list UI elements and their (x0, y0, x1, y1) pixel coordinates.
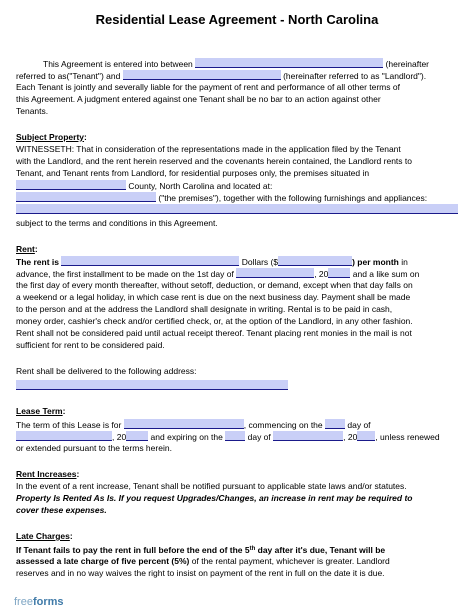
intro-text: This Agreement is entered into between (43, 59, 193, 69)
heading-colon: : (62, 406, 66, 416)
rent-text: in (398, 257, 408, 267)
late-text: assessed a late charge of five percent (5%) (16, 556, 190, 566)
heading-colon: : (69, 531, 73, 541)
subject-line-3: Tenant, and Tenant rents from Landlord, for residential purposes only, the premises situated in (16, 168, 370, 178)
subject-heading-text: Subject Property (16, 132, 85, 142)
increases-heading (16, 469, 79, 480)
premises-address-field[interactable] (16, 192, 156, 202)
furnishings-field[interactable] (16, 204, 458, 214)
late-line-2 (16, 556, 390, 567)
intro-text: referred to as("Tenant") and (16, 71, 121, 81)
start-month-field[interactable] (16, 431, 112, 441)
end-month-field[interactable] (273, 431, 343, 441)
rent-line-3: the first day of every month thereafter, without setoff, deduction, or demand, except when that day falls on (16, 280, 413, 290)
term-heading (16, 406, 65, 417)
term-line-1 (16, 419, 371, 431)
subject-line-6 (16, 204, 458, 216)
rent-text: , 20 (314, 269, 329, 279)
term-text: , unless renewed (375, 432, 440, 442)
late-line-1 (16, 544, 385, 556)
first-installment-year-field[interactable] (328, 268, 350, 278)
term-heading-text: Lease Term (16, 406, 63, 416)
term-line-3: or extended pursuant to the terms herein. (16, 443, 172, 453)
first-installment-month-field[interactable] (236, 268, 314, 278)
heading-colon: : (34, 244, 38, 254)
increases-heading-text: Rent Increases (16, 469, 77, 479)
subject-heading (16, 132, 87, 143)
term-text: , 20 (112, 432, 127, 442)
rent-address-field[interactable] (16, 380, 288, 390)
rent-address-line (16, 380, 288, 392)
term-text: , commencing on the (243, 420, 323, 430)
heading-colon: : (84, 132, 87, 142)
rent-line-9: Rent shall be delivered to the following address: (16, 366, 197, 376)
term-text: day of (247, 432, 271, 442)
subject-line-1: WITNESSETH: That in consideration of the representations made in the application filed by the Tenant (16, 144, 401, 154)
end-year-field[interactable] (357, 431, 375, 441)
county-field[interactable] (16, 180, 126, 190)
intro-text: (hereinafter (385, 59, 430, 69)
rent-text: ) per month (352, 257, 399, 267)
end-day-field[interactable] (225, 431, 245, 441)
rent-heading-text: Rent (16, 244, 35, 254)
rent-line-5: to the person and at the address the Landlord shall designate in writing. Rental is to be paid in cash, (16, 304, 393, 314)
rent-text: Dollars ($ (241, 257, 279, 267)
intro-line-3: Each Tenant is jointly and severally liable for the payment of rent and performance of all other terms of (16, 82, 400, 92)
subject-line-7: subject to the terms and conditions in this Agreement. (16, 218, 218, 228)
rent-line-6: money order, cashier's check and/or certified check, or, at the option of the Landlord, in any other fashion. (16, 316, 413, 326)
tenant-name-field[interactable] (123, 70, 281, 80)
late-line-3: reserves and in no way waives the right to insist on payment of the rent in full on the date it is due. (16, 568, 385, 578)
lease-term-field[interactable] (124, 419, 244, 429)
start-year-field[interactable] (126, 431, 148, 441)
intro-text: (hereinafter referred to as "Landlord"). (283, 71, 427, 81)
term-line-2 (16, 431, 440, 443)
document-title: Residential Lease Agreement - North Carolina (95, 12, 379, 27)
intro-line-2 (16, 70, 426, 82)
rent-text: The rent is (16, 257, 59, 267)
increases-line-1: In the event of a rent increase, Tenant shall be notified pursuant to applicable state laws and/or statutes. (16, 481, 407, 491)
late-text: day after it's due, Tenant will be (255, 545, 386, 555)
rent-amount-field[interactable] (278, 256, 352, 266)
term-text: , 20 (343, 432, 358, 442)
late-text: of the rental payment, whichever is greater. Landlord (189, 556, 390, 566)
increases-line-3: cover these expenses. (16, 505, 107, 515)
rent-line-4: a weekend or a legal holiday, in which case rent is due on the next business day. Payment shall be made (16, 292, 411, 302)
rent-amount-words-field[interactable] (61, 256, 239, 266)
subject-line-2: with the Landlord, and the rent herein reserved and the covenants herein contained, the Landlord rents to (16, 156, 412, 166)
subject-text: ("the premises"), together with the following furnishings and appliances: (158, 193, 428, 203)
rent-line-1 (16, 256, 408, 268)
rent-text: and a like sum on (350, 269, 420, 279)
subject-line-4 (16, 180, 272, 192)
rent-line-7: Rent shall not be considered paid until actual receipt thereof. Tenant placing rent monies in the mail is not (16, 328, 412, 338)
logo-text: free (14, 596, 33, 608)
intro-line-5: Tenants. (16, 106, 49, 116)
subject-line-5 (16, 192, 427, 204)
logo-text: forms (32, 596, 64, 608)
heading-colon: : (76, 469, 80, 479)
start-day-field[interactable] (325, 419, 345, 429)
term-text: The term of this Lease is for (16, 420, 122, 430)
rent-heading (16, 244, 38, 255)
freeforms-logo (14, 596, 64, 608)
increases-line-2: Property Is Rented As Is. If you request Upgrades/Changes, an increase in rent may be required to (16, 493, 413, 503)
rent-line-8: sufficient for rent to be considered paid. (16, 340, 165, 350)
late-heading-text: Late Charges (16, 531, 70, 541)
late-text: If Tenant fails to pay the rent in full before the end of the 5 (16, 545, 250, 555)
rent-text: advance, the first installment to be made on the 1st day of (16, 269, 234, 279)
late-heading (16, 531, 73, 542)
term-text: day of (347, 420, 371, 430)
intro-line-4: this Agreement. A judgment entered against one Tenant shall be no bar to an action against other (16, 94, 381, 104)
party-name-field[interactable] (195, 58, 383, 68)
late-text: th (249, 546, 256, 552)
subject-text: County, North Carolina and located at: (128, 181, 273, 191)
rent-line-2 (16, 268, 419, 280)
term-text: and expiring on the (148, 432, 223, 442)
intro-line-1 (43, 58, 429, 70)
